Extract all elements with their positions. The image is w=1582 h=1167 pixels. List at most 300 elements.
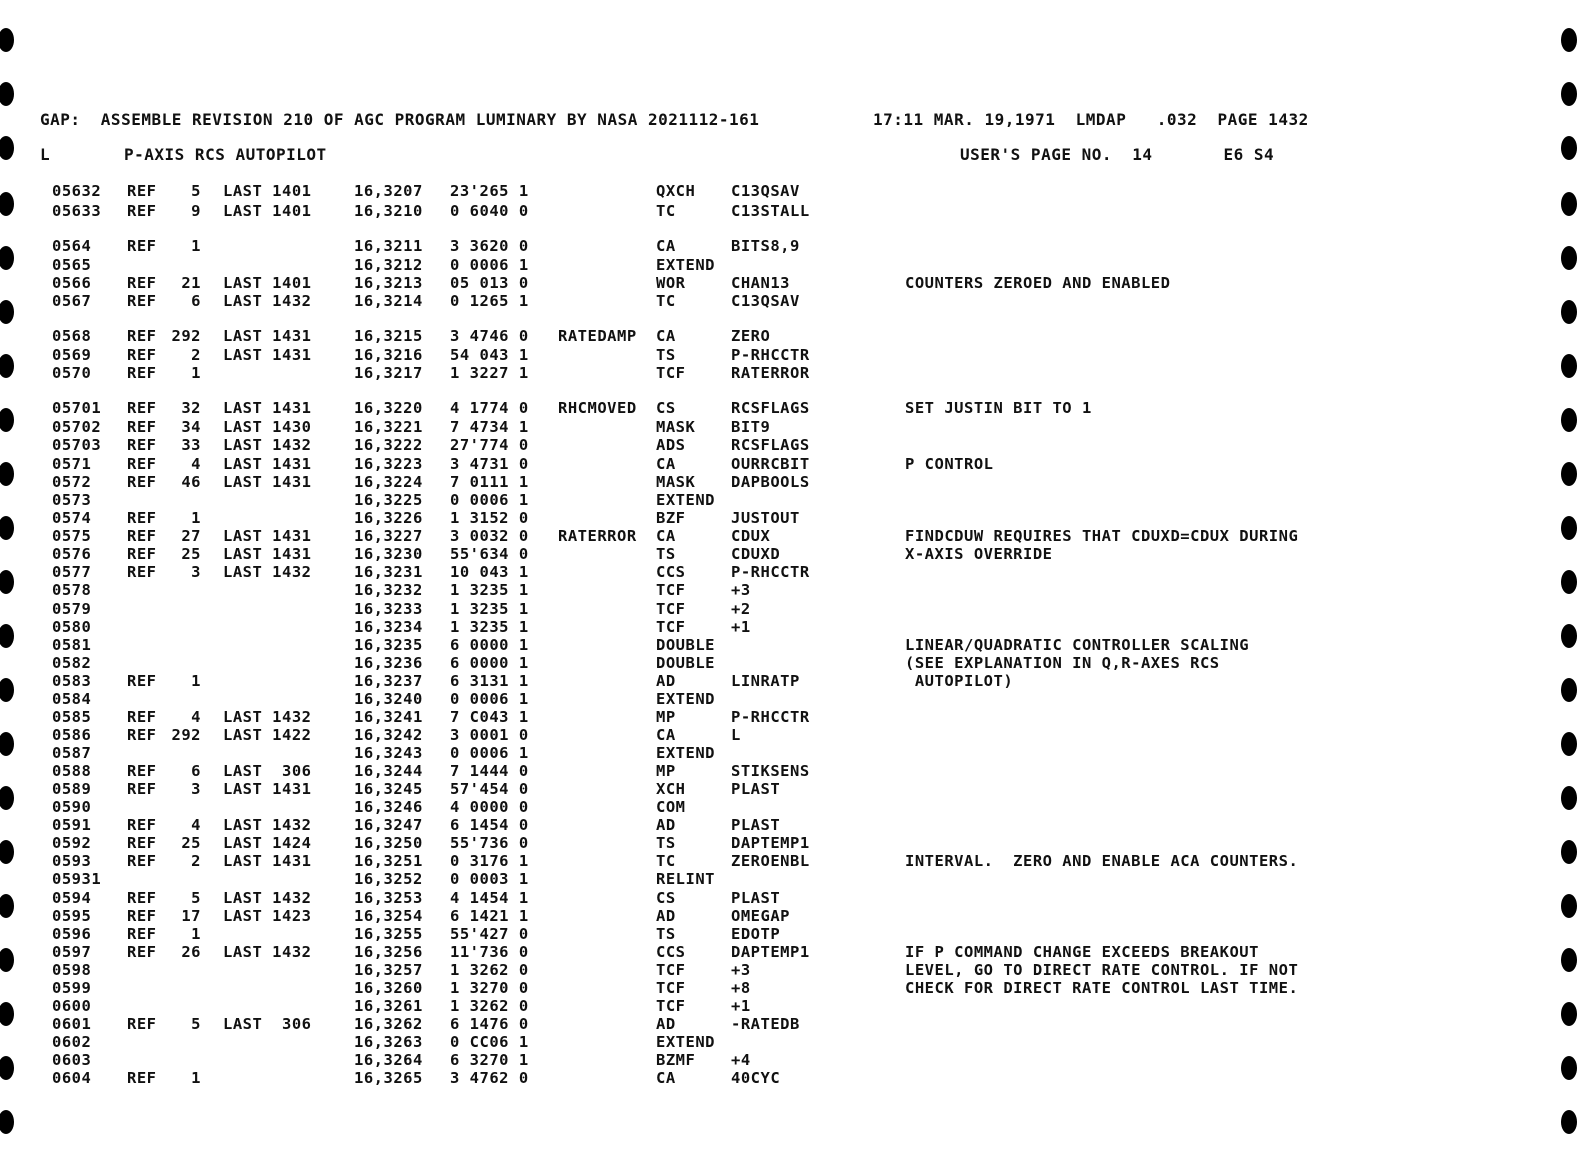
- line-number: 05703: [52, 436, 102, 454]
- feed-hole: [1561, 408, 1577, 432]
- address: 16,3224: [354, 473, 423, 491]
- line-number: 05701: [52, 399, 102, 417]
- opcode: BZF: [656, 509, 686, 527]
- last-ref: LAST 1401: [223, 182, 312, 200]
- octal-code: 1 3270 0: [450, 979, 529, 997]
- feed-hole: [0, 82, 14, 106]
- line-number: 0577: [52, 563, 92, 581]
- address: 16,3241: [354, 708, 423, 726]
- octal-code: 0 0006 1: [450, 491, 529, 509]
- opcode: RELINT: [656, 870, 715, 888]
- line-number: 0585: [52, 708, 92, 726]
- last-ref: LAST 1431: [223, 780, 312, 798]
- comment: X-AXIS OVERRIDE: [905, 545, 1053, 563]
- octal-code: 7 1444 0: [450, 762, 529, 780]
- opcode: XCH: [656, 780, 686, 798]
- opcode: BZMF: [656, 1051, 696, 1069]
- operand: CDUXD: [731, 545, 781, 563]
- opcode: CA: [656, 237, 676, 255]
- feed-hole: [0, 246, 14, 270]
- ref-keyword: REF: [127, 943, 157, 961]
- feed-hole: [0, 894, 14, 918]
- ref-keyword: REF: [127, 237, 157, 255]
- line-number: 0600: [52, 997, 92, 1015]
- address: 16,3256: [354, 943, 423, 961]
- operand: C13QSAV: [731, 182, 800, 200]
- feed-hole: [0, 516, 14, 540]
- opcode: TS: [656, 346, 676, 364]
- feed-hole: [0, 300, 14, 324]
- opcode: AD: [656, 672, 676, 690]
- opcode: TCF: [656, 581, 686, 599]
- feed-hole: [1561, 516, 1577, 540]
- last-ref: LAST 1432: [223, 816, 312, 834]
- opcode: TS: [656, 925, 676, 943]
- opcode: EXTEND: [656, 256, 715, 274]
- ref-count: 1: [191, 509, 201, 527]
- address: 16,3265: [354, 1069, 423, 1087]
- last-ref: LAST 1422: [223, 726, 312, 744]
- address: 16,3231: [354, 563, 423, 581]
- last-ref: LAST 1431: [223, 399, 312, 417]
- octal-code: 3 4762 0: [450, 1069, 529, 1087]
- opcode: TC: [656, 292, 676, 310]
- line-number: 0591: [52, 816, 92, 834]
- ref-keyword: REF: [127, 563, 157, 581]
- opcode: TCF: [656, 364, 686, 382]
- octal-code: 6 0000 1: [450, 636, 529, 654]
- feed-hole: [1561, 300, 1577, 324]
- ref-count: 3: [191, 563, 201, 581]
- feed-hole: [0, 1056, 14, 1080]
- ref-keyword: REF: [127, 399, 157, 417]
- feed-hole: [1561, 894, 1577, 918]
- comment: (SEE EXPLANATION IN Q,R-AXES RCS: [905, 654, 1220, 672]
- feed-hole: [0, 28, 14, 52]
- ref-keyword: REF: [127, 852, 157, 870]
- ref-count: 1: [191, 1069, 201, 1087]
- address: 16,3234: [354, 618, 423, 636]
- line-number: 0586: [52, 726, 92, 744]
- address: 16,3247: [354, 816, 423, 834]
- octal-code: 55'736 0: [450, 834, 529, 852]
- opcode: WOR: [656, 274, 686, 292]
- octal-code: 55'634 0: [450, 545, 529, 563]
- operand: ZEROENBL: [731, 852, 810, 870]
- ref-count: 5: [191, 182, 201, 200]
- opcode: COM: [656, 798, 686, 816]
- address: 16,3215: [354, 327, 423, 345]
- feed-hole: [0, 840, 14, 864]
- feed-hole: [1561, 570, 1577, 594]
- opcode: MASK: [656, 473, 696, 491]
- ref-keyword: REF: [127, 889, 157, 907]
- address: 16,3226: [354, 509, 423, 527]
- octal-code: 0 3176 1: [450, 852, 529, 870]
- opcode: ADS: [656, 436, 686, 454]
- octal-code: 1 3235 1: [450, 581, 529, 599]
- address: 16,3232: [354, 581, 423, 599]
- line-number: 0581: [52, 636, 92, 654]
- opcode: CCS: [656, 943, 686, 961]
- ref-count: 46: [181, 473, 201, 491]
- ref-keyword: REF: [127, 327, 157, 345]
- address: 16,3210: [354, 202, 423, 220]
- ref-keyword: REF: [127, 455, 157, 473]
- operand: L: [731, 726, 741, 744]
- ref-keyword: REF: [127, 1015, 157, 1033]
- operand: CDUX: [731, 527, 771, 545]
- line-number: 0571: [52, 455, 92, 473]
- last-ref: LAST 1431: [223, 455, 312, 473]
- octal-code: 6 3131 1: [450, 672, 529, 690]
- opcode: CA: [656, 327, 676, 345]
- ref-count: 5: [191, 1015, 201, 1033]
- ref-keyword: REF: [127, 925, 157, 943]
- feed-hole: [1561, 462, 1577, 486]
- octal-code: 1 3235 1: [450, 618, 529, 636]
- opcode: CA: [656, 726, 676, 744]
- header-section-title: P-AXIS RCS AUTOPILOT: [124, 145, 327, 164]
- ref-count: 3: [191, 780, 201, 798]
- address: 16,3240: [354, 690, 423, 708]
- line-number: 0589: [52, 780, 92, 798]
- octal-code: 11'736 0: [450, 943, 529, 961]
- operand: PLAST: [731, 780, 781, 798]
- ref-count: 2: [191, 346, 201, 364]
- address: 16,3242: [354, 726, 423, 744]
- line-number: 0573: [52, 491, 92, 509]
- operand: OMEGAP: [731, 907, 790, 925]
- octal-code: 6 3270 1: [450, 1051, 529, 1069]
- operand: PLAST: [731, 889, 781, 907]
- address: 16,3221: [354, 418, 423, 436]
- last-ref: LAST 1432: [223, 292, 312, 310]
- line-number: 0587: [52, 744, 92, 762]
- address: 16,3222: [354, 436, 423, 454]
- octal-code: 6 1454 0: [450, 816, 529, 834]
- address: 16,3235: [354, 636, 423, 654]
- line-number: 0601: [52, 1015, 92, 1033]
- feed-hole: [1561, 192, 1577, 216]
- line-number: 0599: [52, 979, 92, 997]
- ref-count: 9: [191, 202, 201, 220]
- line-number: 05931: [52, 870, 102, 888]
- octal-code: 4 0000 0: [450, 798, 529, 816]
- octal-code: 05 013 0: [450, 274, 529, 292]
- address: 16,3217: [354, 364, 423, 382]
- address: 16,3253: [354, 889, 423, 907]
- address: 16,3244: [354, 762, 423, 780]
- ref-keyword: REF: [127, 182, 157, 200]
- operand: LINRATP: [731, 672, 800, 690]
- address: 16,3251: [354, 852, 423, 870]
- opcode: DOUBLE: [656, 654, 715, 672]
- address: 16,3236: [354, 654, 423, 672]
- address: 16,3246: [354, 798, 423, 816]
- ref-keyword: REF: [127, 1069, 157, 1087]
- feed-hole: [0, 624, 14, 648]
- ref-count: 32: [181, 399, 201, 417]
- octal-code: 10 043 1: [450, 563, 529, 581]
- octal-code: 4 1774 0: [450, 399, 529, 417]
- line-number: 0594: [52, 889, 92, 907]
- line-number: 0590: [52, 798, 92, 816]
- octal-code: 0 0006 1: [450, 744, 529, 762]
- last-ref: LAST 1424: [223, 834, 312, 852]
- octal-code: 23'265 1: [450, 182, 529, 200]
- opcode: TC: [656, 852, 676, 870]
- address: 16,3214: [354, 292, 423, 310]
- ref-keyword: REF: [127, 672, 157, 690]
- ref-count: 5: [191, 889, 201, 907]
- ref-keyword: REF: [127, 907, 157, 925]
- ref-count: 292: [171, 327, 201, 345]
- ref-count: 4: [191, 708, 201, 726]
- opcode: CS: [656, 399, 676, 417]
- line-number: 0597: [52, 943, 92, 961]
- ref-count: 33: [181, 436, 201, 454]
- line-number: 0564: [52, 237, 92, 255]
- last-ref: LAST 1431: [223, 473, 312, 491]
- ref-count: 1: [191, 364, 201, 382]
- ref-count: 4: [191, 816, 201, 834]
- feed-hole: [1561, 1056, 1577, 1080]
- octal-code: 4 1454 1: [450, 889, 529, 907]
- address: 16,3255: [354, 925, 423, 943]
- ref-keyword: REF: [127, 274, 157, 292]
- line-number: 0574: [52, 509, 92, 527]
- address: 16,3243: [354, 744, 423, 762]
- octal-code: 3 4731 0: [450, 455, 529, 473]
- ref-count: 25: [181, 834, 201, 852]
- opcode: TS: [656, 545, 676, 563]
- comment: IF P COMMAND CHANGE EXCEEDS BREAKOUT: [905, 943, 1259, 961]
- last-ref: LAST 1423: [223, 907, 312, 925]
- feed-hole: [0, 408, 14, 432]
- opcode: TCF: [656, 997, 686, 1015]
- ref-count: 4: [191, 455, 201, 473]
- ref-keyword: REF: [127, 545, 157, 563]
- operand: CHAN13: [731, 274, 790, 292]
- opcode: MP: [656, 708, 676, 726]
- address: 16,3220: [354, 399, 423, 417]
- address: 16,3260: [354, 979, 423, 997]
- operand: +3: [731, 581, 751, 599]
- line-number: 0567: [52, 292, 92, 310]
- comment: CHECK FOR DIRECT RATE CONTROL LAST TIME.: [905, 979, 1299, 997]
- address: 16,3257: [354, 961, 423, 979]
- octal-code: 57'454 0: [450, 780, 529, 798]
- opcode: DOUBLE: [656, 636, 715, 654]
- address: 16,3216: [354, 346, 423, 364]
- address: 16,3264: [354, 1051, 423, 1069]
- operand: STIKSENS: [731, 762, 810, 780]
- feed-hole: [1561, 1110, 1577, 1134]
- feed-hole: [0, 1110, 14, 1134]
- feed-hole: [0, 462, 14, 486]
- operand: BITS8,9: [731, 237, 800, 255]
- last-ref: LAST 1432: [223, 436, 312, 454]
- opcode: CA: [656, 1069, 676, 1087]
- octal-code: 0 6040 0: [450, 202, 529, 220]
- last-ref: LAST 1401: [223, 202, 312, 220]
- line-number: 0604: [52, 1069, 92, 1087]
- opcode: AD: [656, 816, 676, 834]
- feed-hole: [0, 678, 14, 702]
- ref-count: 292: [171, 726, 201, 744]
- comment: AUTOPILOT): [905, 672, 1014, 690]
- opcode: CCS: [656, 563, 686, 581]
- address: 16,3225: [354, 491, 423, 509]
- address: 16,3263: [354, 1033, 423, 1051]
- octal-code: 0 0006 1: [450, 690, 529, 708]
- line-number: 05702: [52, 418, 102, 436]
- ref-count: 1: [191, 237, 201, 255]
- feed-hole: [0, 354, 14, 378]
- opcode: TCF: [656, 979, 686, 997]
- feed-hole: [1561, 136, 1577, 160]
- comment: SET JUSTIN BIT TO 1: [905, 399, 1092, 417]
- line-number: 0584: [52, 690, 92, 708]
- address: 16,3213: [354, 274, 423, 292]
- ref-keyword: REF: [127, 816, 157, 834]
- feed-hole: [1561, 28, 1577, 52]
- ref-keyword: REF: [127, 509, 157, 527]
- line-number: 0576: [52, 545, 92, 563]
- line-number: 0572: [52, 473, 92, 491]
- line-number: 0602: [52, 1033, 92, 1051]
- last-ref: LAST 306: [223, 762, 312, 780]
- address: 16,3207: [354, 182, 423, 200]
- address: 16,3211: [354, 237, 423, 255]
- octal-code: 6 1421 1: [450, 907, 529, 925]
- feed-hole: [1561, 246, 1577, 270]
- feed-hole: [0, 192, 14, 216]
- opcode: AD: [656, 1015, 676, 1033]
- line-number: 0578: [52, 581, 92, 599]
- last-ref: LAST 1432: [223, 889, 312, 907]
- octal-code: 0 0003 1: [450, 870, 529, 888]
- ref-count: 34: [181, 418, 201, 436]
- line-number: 0579: [52, 600, 92, 618]
- line-number: 0580: [52, 618, 92, 636]
- operand: P-RHCCTR: [731, 346, 810, 364]
- last-ref: LAST 1431: [223, 852, 312, 870]
- octal-code: 3 3620 0: [450, 237, 529, 255]
- address: 16,3245: [354, 780, 423, 798]
- octal-code: 0 CC06 1: [450, 1033, 529, 1051]
- operand: P-RHCCTR: [731, 563, 810, 581]
- last-ref: LAST 1401: [223, 274, 312, 292]
- operand: C13STALL: [731, 202, 810, 220]
- line-number: 0588: [52, 762, 92, 780]
- operand: 40CYC: [731, 1069, 781, 1087]
- line-number: 0596: [52, 925, 92, 943]
- opcode: AD: [656, 907, 676, 925]
- opcode: MP: [656, 762, 676, 780]
- address: 16,3230: [354, 545, 423, 563]
- address: 16,3261: [354, 997, 423, 1015]
- last-ref: LAST 1431: [223, 545, 312, 563]
- octal-code: 7 0111 1: [450, 473, 529, 491]
- ref-count: 17: [181, 907, 201, 925]
- operand: +8: [731, 979, 751, 997]
- opcode: QXCH: [656, 182, 696, 200]
- line-number: 0583: [52, 672, 92, 690]
- opcode: EXTEND: [656, 744, 715, 762]
- last-ref: LAST 306: [223, 1015, 312, 1033]
- operand: RATERROR: [731, 364, 810, 382]
- operand: DAPBOOLS: [731, 473, 810, 491]
- ref-count: 26: [181, 943, 201, 961]
- opcode: CS: [656, 889, 676, 907]
- opcode: TS: [656, 834, 676, 852]
- operand: ZERO: [731, 327, 771, 345]
- line-number: 0570: [52, 364, 92, 382]
- line-number: 0569: [52, 346, 92, 364]
- header-user-page: USER'S PAGE NO. 14 E6 S4: [960, 145, 1275, 164]
- operand: +2: [731, 600, 751, 618]
- opcode: MASK: [656, 418, 696, 436]
- operand: JUSTOUT: [731, 509, 800, 527]
- octal-code: 55'427 0: [450, 925, 529, 943]
- octal-code: 0 0006 1: [450, 256, 529, 274]
- ref-keyword: REF: [127, 418, 157, 436]
- octal-code: 1 3152 0: [450, 509, 529, 527]
- ref-count: 25: [181, 545, 201, 563]
- ref-keyword: REF: [127, 527, 157, 545]
- opcode: TC: [656, 202, 676, 220]
- ref-keyword: REF: [127, 726, 157, 744]
- feed-hole: [1561, 354, 1577, 378]
- address: 16,3254: [354, 907, 423, 925]
- octal-code: 54 043 1: [450, 346, 529, 364]
- last-ref: LAST 1432: [223, 708, 312, 726]
- line-number: 0598: [52, 961, 92, 979]
- feed-hole: [0, 948, 14, 972]
- octal-code: 3 4746 0: [450, 327, 529, 345]
- octal-code: 6 0000 1: [450, 654, 529, 672]
- feed-hole: [0, 136, 14, 160]
- feed-hole: [0, 786, 14, 810]
- feed-hole: [1561, 82, 1577, 106]
- ref-keyword: REF: [127, 202, 157, 220]
- opcode: TCF: [656, 618, 686, 636]
- ref-count: 2: [191, 852, 201, 870]
- operand: OURRCBIT: [731, 455, 810, 473]
- line-number: 0568: [52, 327, 92, 345]
- line-number: 0575: [52, 527, 92, 545]
- line-number: 0566: [52, 274, 92, 292]
- feed-hole: [1561, 786, 1577, 810]
- octal-code: 27'774 0: [450, 436, 529, 454]
- comment: LINEAR/QUADRATIC CONTROLLER SCALING: [905, 636, 1250, 654]
- feed-hole: [1561, 840, 1577, 864]
- comment: INTERVAL. ZERO AND ENABLE ACA COUNTERS.: [905, 852, 1299, 870]
- comment: LEVEL, GO TO DIRECT RATE CONTROL. IF NOT: [905, 961, 1299, 979]
- octal-code: 1 3262 0: [450, 961, 529, 979]
- line-number: 0603: [52, 1051, 92, 1069]
- ref-keyword: REF: [127, 364, 157, 382]
- line-number: 0565: [52, 256, 92, 274]
- feed-hole: [1561, 624, 1577, 648]
- opcode: CA: [656, 527, 676, 545]
- feed-hole: [0, 570, 14, 594]
- opcode: TCF: [656, 600, 686, 618]
- operand: DAPTEMP1: [731, 834, 810, 852]
- operand: EDOTP: [731, 925, 781, 943]
